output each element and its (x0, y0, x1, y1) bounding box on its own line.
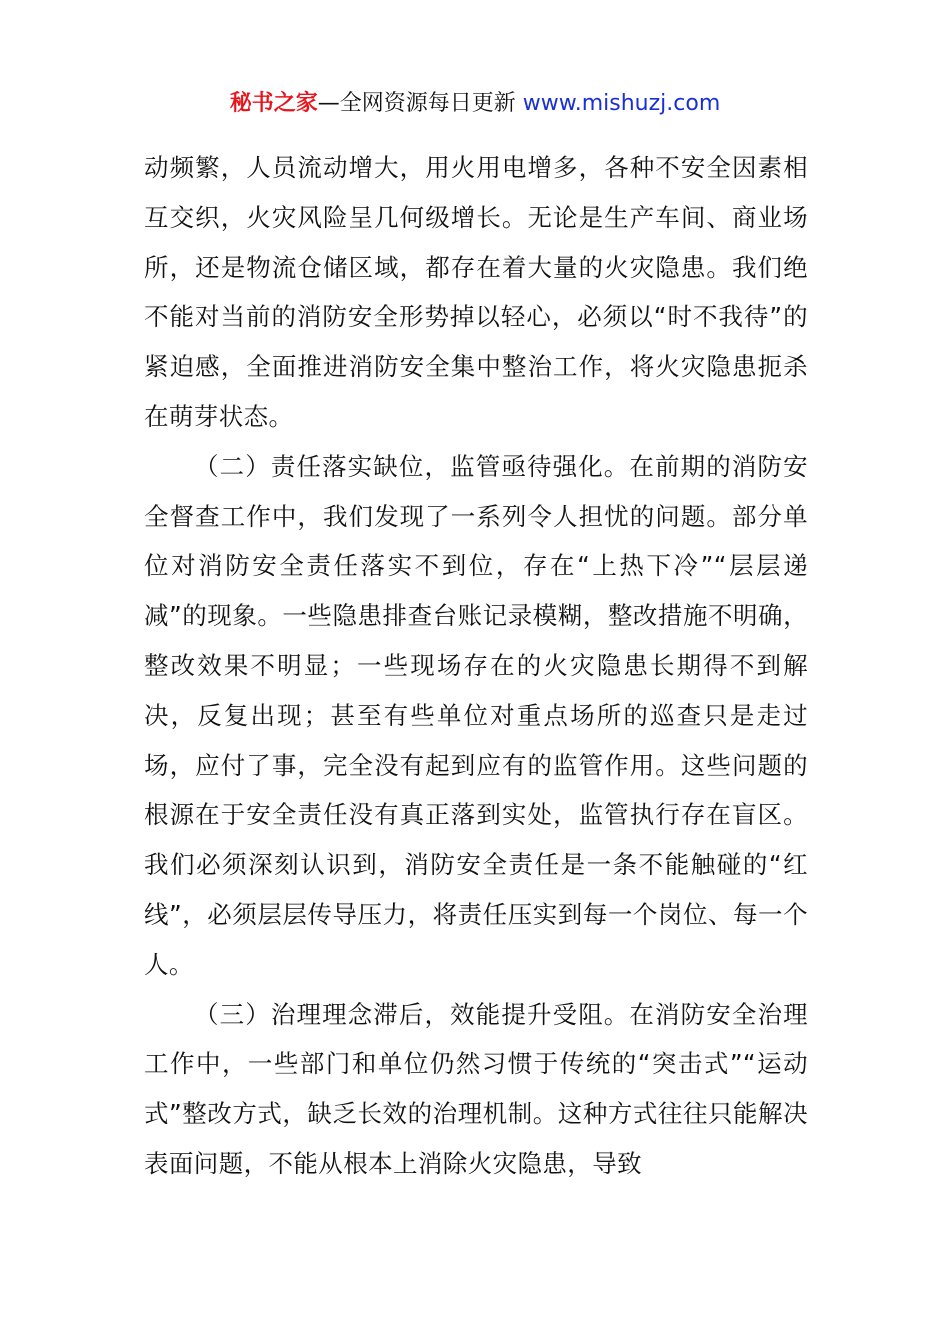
header-tagline: —全网资源每日更新 (317, 91, 523, 116)
paragraph-section-two: （二）责任落实缺位，监管亟待强化。在前期的消防安全督查工作中，我们发现了一系列令人担忧的问题。部分单位对消防安全责任落实不到位，存在“上热下冷”“层层递减”的现象。一些隐患排查台账记录模糊，整改措施不明确，整改效果不明显；一些现场存在的火灾隐患长期得不到解决，反复出现；甚至有些单位对重点场所的巡查只是走过场，应付了事，完全没有起到应有的监管作用。这些问题的根源在于安全责任没有真正落到实处，监管执行存在盲区。我们必须深刻认识到，消防安全责任是一条不能触碰的“红线”，必须层层传导压力，将责任压实到每一个岗位、每一个人。 (144, 451, 808, 979)
header-brand: 秘书之家 (229, 91, 318, 116)
paragraph-continued: 动频繁，人员流动增大，用火用电增多，各种不安全因素相互交织，火灾风险呈几何级增长。无论是生产车间、商业场所，还是物流仓储区域，都存在着大量的火灾隐患。我们绝不能对当前的消防安全形势掉以轻心，必须以“时不我待”的紧迫感，全面推进消防安全集中整治工作，将火灾隐患扼杀在萌芽状态。 (144, 153, 808, 431)
paragraph-section-three: （三）治理理念滞后，效能提升受阻。在消防安全治理工作中，一些部门和单位仍然习惯于传统的“突击式”“运动式”整改方式，缺乏长效的治理机制。这种方式往往只能解决表面问题，不能从根本上消除火灾隐患，导致 (144, 999, 808, 1178)
page-header (0, 88, 950, 120)
header-url-link[interactable]: www.mishuzj.com (522, 91, 721, 116)
document-body (144, 143, 808, 1189)
